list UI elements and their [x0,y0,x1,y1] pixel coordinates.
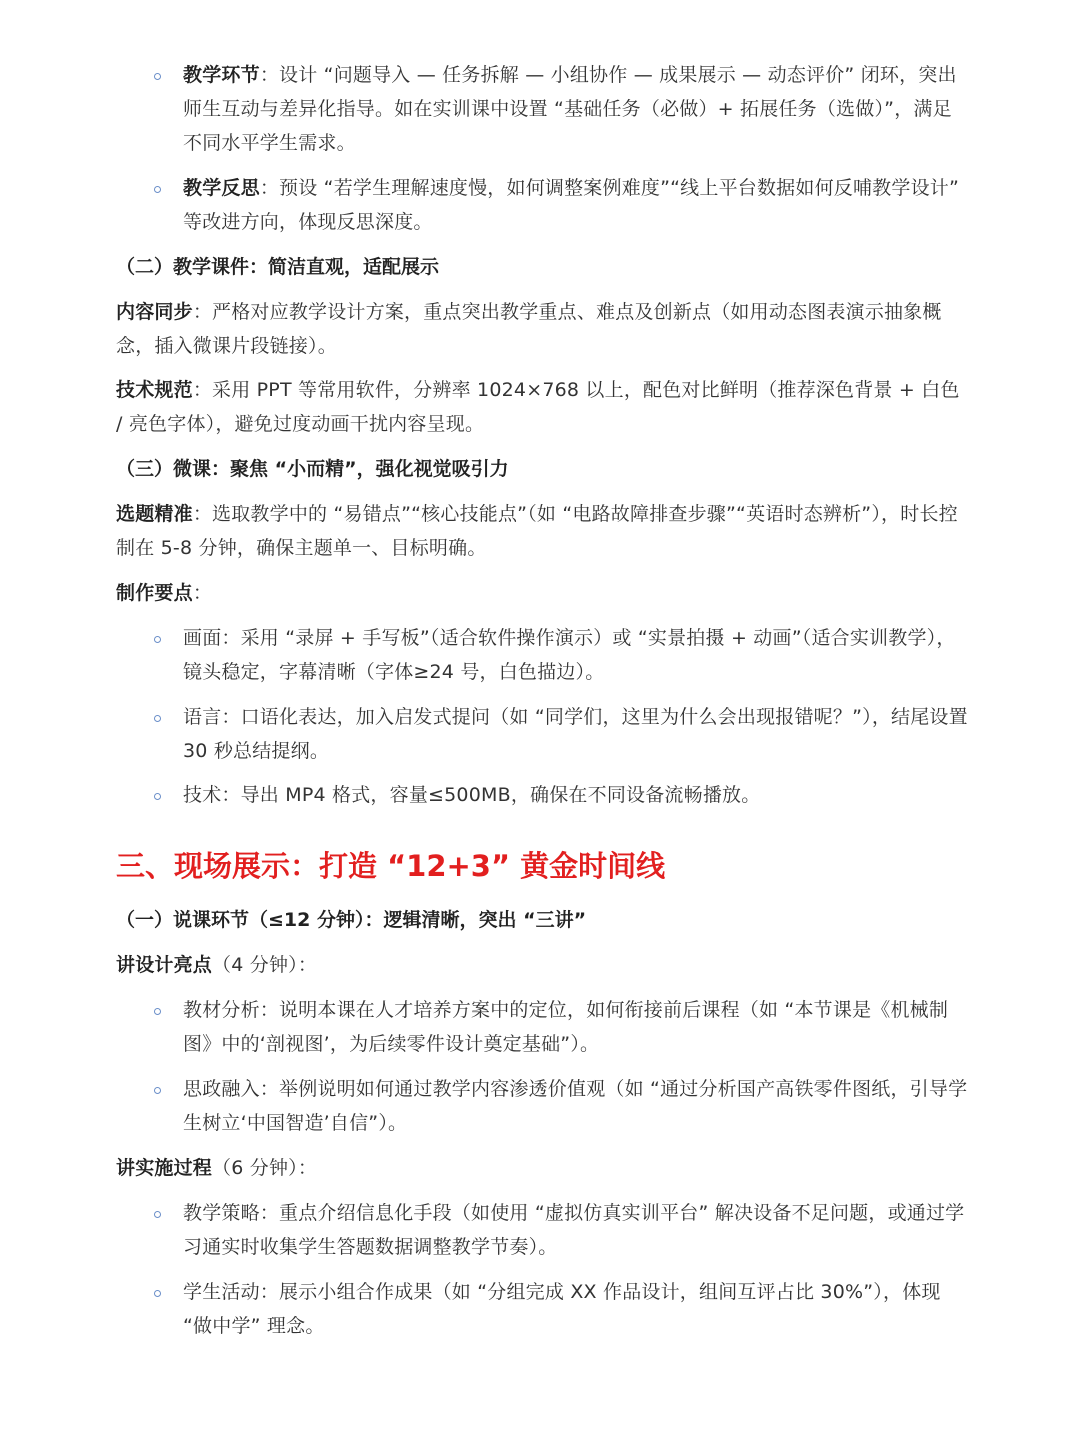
item-text: ：设计 “问题导入 — 任务拆解 — 小组协作 — 成果展示 — 动态评价” 闭环，突出师生互动与差异化指导。如在实训课中设置 “基础任务（必做）+ 拓展任务（选做）”，满足不同水平学生需求。 [183,64,957,154]
item-text: 画面：采用 “录屏 + 手写板”（适合软件操作演示）或 “实景拍摄 + 动画”（适合实训教学），镜头稳定，字幕清晰（字体≥24 号，白色描边）。 [183,627,956,683]
para-key: 讲实施过程 [116,1157,213,1179]
para-key: 技术规范 [116,379,193,401]
para-key: 选题精准 [116,503,193,525]
paragraph-topic-selection [116,497,966,565]
paragraph-production-points [116,576,966,610]
para-text: ：选取教学中的 “易错点”“核心技能点”（如 “电路故障排查步骤”“英语时态辨析”），时长控制在 5-8 分钟，确保主题单一、目标明确。 [116,503,958,559]
paragraph-design-highlights [116,948,966,982]
paragraph-content-sync [116,295,966,363]
item-text: 技术：导出 MP4 格式，容量≤500MB，确保在不同设备流畅播放。 [183,784,761,806]
subheading-microcourse: （三）微课：聚焦 “小而精”，强化视觉吸引力 [116,458,509,480]
item-key: 教学反思 [183,177,260,199]
item-text: 语言：口语化表达，加入启发式提问（如 “同学们，这里为什么会出现报错呢？”），结尾设置 30 秒总结提纲。 [183,706,968,762]
section-heading-live-presentation: 三、现场展示：打造 “12+3” 黄金时间线 [116,849,666,883]
para-text: （6 分钟）： [212,1157,318,1179]
para-text: （4 分钟）： [212,954,318,976]
paragraph-implementation [116,1151,966,1185]
item-text: ：预设 “若学生理解速度慢，如何调整案例难度”“线上平台数据如何反哺教学设计” 等改进方向，体现反思深度。 [183,177,960,233]
para-text: ： [192,582,213,604]
para-text: ：严格对应教学设计方案，重点突出教学重点、难点及创新点（如用动态图表演示抽象概念，插入微课片段链接）。 [116,301,942,357]
item-text: 学生活动：展示小组合作成果（如 “分组完成 XX 作品设计，组间互评占比 30%”），体现 “做中学” 理念。 [183,1281,941,1337]
item-text: 思政融入：举例说明如何通过教学内容渗透价值观（如 “通过分析国产高铁零件图纸，引导学生树立‘中国智造’自信”）。 [183,1078,968,1134]
item-text: 教材分析：说明本课在人才培养方案中的定位，如何衔接前后课程（如 “本节课是《机械制图》中的‘剖视图’，为后续零件设计奠定基础”）。 [183,999,949,1055]
subheading-lecture-segment: （一）说课环节（≤12 分钟）：逻辑清晰，突出 “三讲” [116,909,587,931]
para-key: 内容同步 [116,301,193,323]
paragraph-tech-spec [116,373,966,441]
item-key: 教学环节 [183,64,260,86]
para-key: 讲设计亮点 [116,954,213,976]
subheading-courseware: （二）教学课件：简洁直观，适配展示 [116,256,440,278]
item-text: 教学策略：重点介绍信息化手段（如使用 “虚拟仿真实训平台” 解决设备不足问题，或通过学习通实时收集学生答题数据调整教学节奏）。 [183,1202,965,1258]
para-text: ：采用 PPT 等常用软件，分辨率 1024×768 以上，配色对比鲜明（推荐深色背景 + 白色 / 亮色字体），避免过度动画干扰内容呈现。 [116,379,960,435]
para-key: 制作要点 [116,582,193,604]
